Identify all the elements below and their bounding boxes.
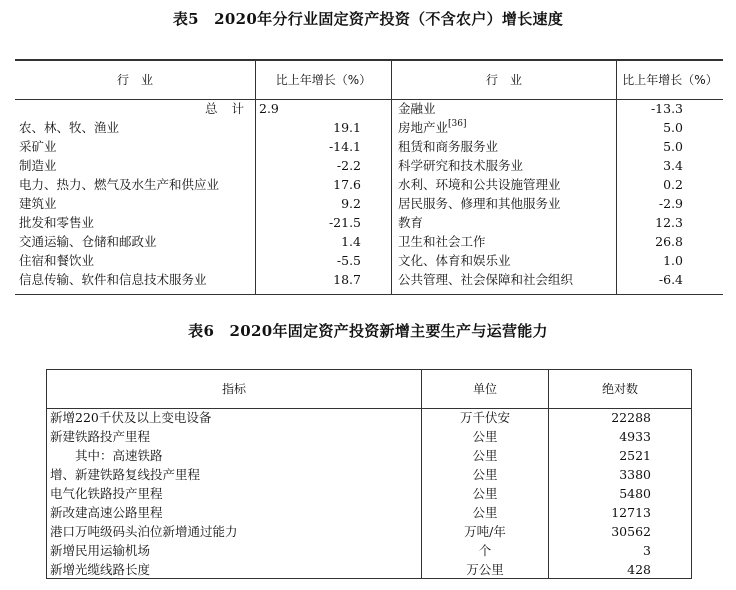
unit: 公里: [472, 505, 498, 520]
indicator-name: 新增220千伏及以上变电设备: [50, 410, 212, 425]
industry-name: 教育: [398, 215, 424, 230]
absolute-value: 5480: [619, 486, 651, 501]
header-industry-left: 行 业: [116, 73, 153, 87]
header-unit: 单位: [472, 382, 497, 396]
table-row: [47, 427, 691, 446]
growth-value: -5.5: [336, 253, 361, 268]
table6-title: 表6 2020年固定资产投资新增主要生产与运营能力: [188, 322, 548, 340]
growth-value: -13.3: [650, 101, 683, 116]
table-row: [47, 560, 691, 579]
table6-body: [47, 408, 691, 579]
growth-value: 5.0: [663, 139, 683, 154]
industry-name: 公共管理、社会保障和社会组织: [398, 272, 574, 287]
header-absolute: 绝对数: [601, 382, 638, 396]
unit: 万公里: [466, 562, 504, 577]
table-row: [47, 541, 691, 560]
unit: 万吨/年: [464, 524, 506, 539]
table-row: [15, 213, 723, 232]
absolute-value: 22288: [611, 410, 651, 425]
industry-name: 采矿业: [19, 139, 57, 154]
unit: 公里: [472, 448, 498, 463]
growth-value: -6.4: [658, 272, 683, 287]
footnote-ref: [36]: [448, 119, 467, 129]
growth-value: 3.4: [663, 158, 683, 173]
industry-name: 文化、体育和娱乐业: [398, 253, 511, 268]
industry-name: 租赁和商务服务业: [398, 139, 499, 154]
absolute-value: 3: [643, 543, 651, 558]
table-row: [47, 503, 691, 522]
unit: 公里: [472, 429, 498, 444]
growth-value: 5.0: [663, 120, 683, 135]
indicator-name: 其中：高速铁路: [75, 448, 163, 463]
table-row: [15, 156, 723, 175]
industry-name: 水利、环境和公共设施管理业: [398, 177, 561, 192]
growth-value: 12.3: [655, 215, 683, 230]
industry-name: 信息传输、软件和信息技术服务业: [19, 272, 207, 287]
absolute-value: 30562: [611, 524, 651, 539]
growth-value: 19.1: [333, 120, 361, 135]
table-row: [47, 465, 691, 484]
absolute-value: 12713: [611, 505, 651, 520]
industry-name: 批发和零售业: [19, 215, 95, 230]
growth-value: -2.9: [658, 196, 683, 211]
total-value: 2.9: [259, 101, 279, 116]
industry-name: 农、林、牧、渔业: [19, 120, 120, 135]
growth-value: -21.5: [328, 215, 361, 230]
industry-name: 房地产业[36]: [398, 119, 467, 135]
growth-value: 0.2: [663, 177, 683, 192]
indicator-name: 新增光缆线路长度: [50, 562, 151, 577]
table-row: [47, 484, 691, 503]
unit: 个: [478, 543, 492, 558]
header-growth-right: 比上年增长（%）: [622, 73, 718, 87]
table-row: [15, 99, 723, 118]
total-label: 总计: [205, 101, 259, 116]
table-row: [15, 232, 723, 251]
table-row: [47, 522, 691, 541]
table5-title: 表5 2020年分行业固定资产投资（不含农户）增长速度: [172, 10, 564, 28]
industry-name: 交通运输、仓储和邮政业: [19, 234, 157, 249]
industry-name: 制造业: [19, 158, 57, 173]
table-row: [15, 194, 723, 213]
industry-name: 居民服务、修理和其他服务业: [398, 196, 561, 211]
indicator-name: 增、新建铁路复线投产里程: [50, 467, 201, 482]
industry-growth-table: [15, 59, 723, 295]
indicator-name: 新改建高速公路里程: [50, 505, 163, 520]
absolute-value: 2521: [619, 448, 651, 463]
table5-body: [15, 99, 723, 289]
header-indicator: 指标: [221, 382, 246, 396]
industry-name: 住宿和餐饮业: [19, 253, 95, 268]
header-growth-left: 比上年增长（%）: [275, 73, 372, 87]
indicator-name: 新增民用运输机场: [50, 543, 151, 558]
growth-value: 17.6: [333, 177, 361, 192]
industry-name: 卫生和社会工作: [398, 234, 486, 249]
indicator-name: 新建铁路投产里程: [50, 429, 151, 444]
growth-value: 1.0: [663, 253, 683, 268]
industry-name: 建筑业: [19, 196, 57, 211]
growth-value: -2.2: [336, 158, 361, 173]
table-row: [15, 270, 723, 289]
industry-name: 金融业: [398, 101, 436, 116]
unit: 公里: [472, 467, 498, 482]
industry-name: 电力、热力、燃气及水生产和供应业: [19, 177, 220, 192]
table-row: [15, 137, 723, 156]
growth-value: 18.7: [333, 272, 361, 287]
growth-value: 9.2: [341, 196, 361, 211]
table-row: [47, 446, 691, 465]
new-capacity-table: [46, 369, 692, 579]
unit: 公里: [472, 486, 498, 501]
header-industry-right: 行 业: [485, 73, 522, 87]
table-row: [47, 408, 691, 427]
table6-header: [47, 370, 691, 409]
industry-name: 科学研究和技术服务业: [398, 158, 524, 173]
indicator-name: 电气化铁路投产里程: [50, 486, 163, 501]
table-row: [15, 251, 723, 270]
absolute-value: 4933: [619, 429, 651, 444]
absolute-value: 3380: [619, 467, 651, 482]
growth-value: 1.4: [341, 234, 361, 249]
indicator-name: 港口万吨级码头泊位新增通过能力: [50, 524, 238, 539]
table-row: [15, 175, 723, 194]
table-row: [15, 118, 723, 137]
growth-value: -14.1: [328, 139, 361, 154]
unit: 万千伏安: [459, 410, 510, 425]
growth-value: 26.8: [655, 234, 683, 249]
absolute-value: 428: [627, 562, 651, 577]
